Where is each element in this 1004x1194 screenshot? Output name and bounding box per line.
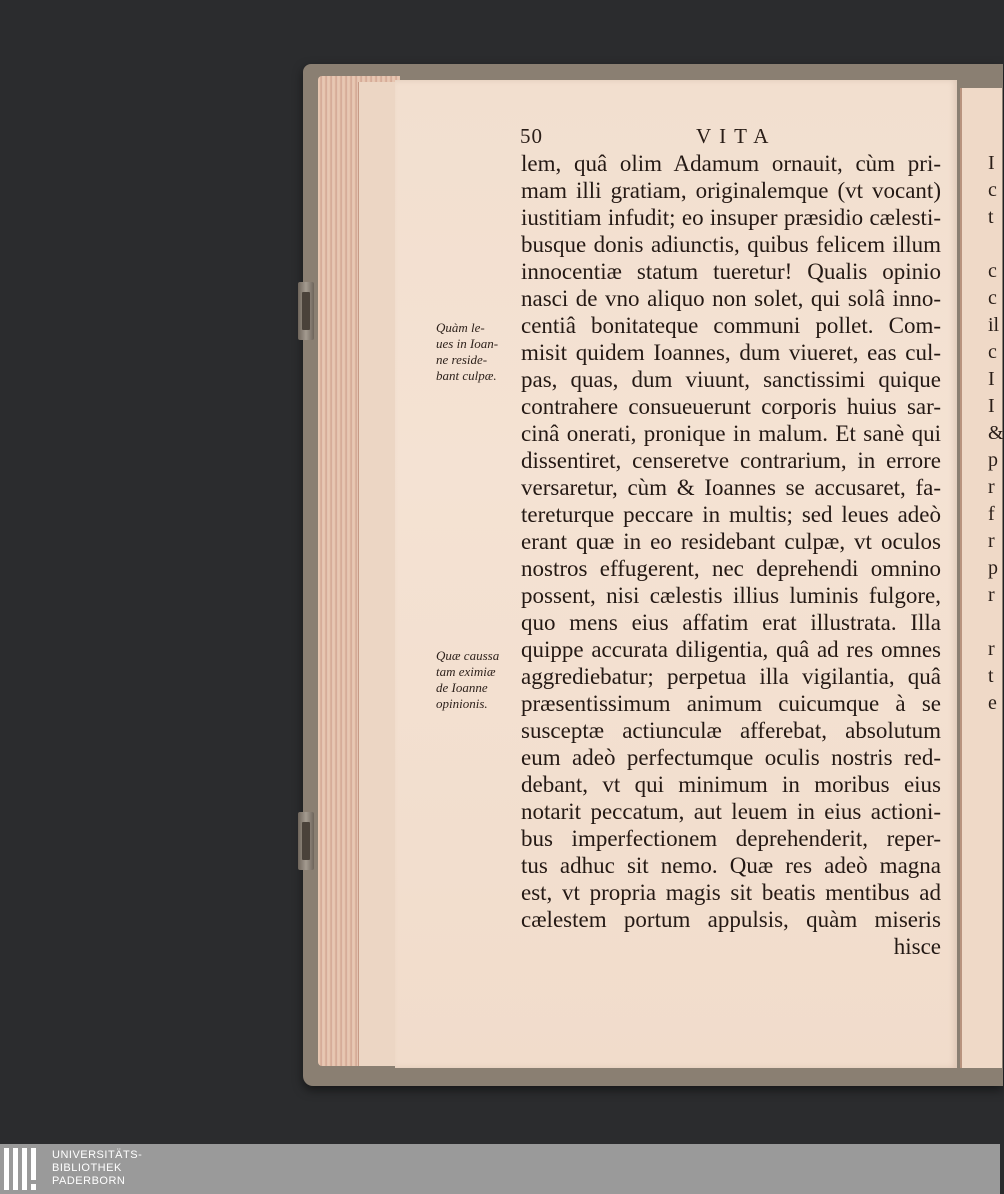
text-line: mam illi gratiam, originalemque (vt vocant): [521, 178, 941, 203]
catchword: hisce: [893, 934, 941, 959]
right-page-letter: c: [988, 341, 997, 363]
margin-note-line: Quàm le-: [436, 320, 485, 335]
right-page-letter: t: [988, 665, 994, 687]
body-text: [521, 150, 941, 960]
logo-line: BIBLIOTHEK: [52, 1162, 122, 1174]
margin-note: [436, 648, 520, 712]
right-page-letter: c: [988, 287, 997, 309]
running-title: VITA: [696, 124, 777, 148]
logo-line: PADERBORN: [52, 1175, 126, 1187]
text-line: præsentissimum animum cuicumque à se: [521, 691, 941, 716]
library-footer: [0, 1144, 1000, 1194]
text-line: centiâ bonitateque communi pollet. Com-: [521, 313, 941, 338]
text-line: versaretur, cùm & Ioannes se accusaret, fa-: [521, 475, 941, 500]
logo-line: UNIVERSITÄTS-: [52, 1149, 143, 1161]
right-page-letter: t: [988, 206, 994, 228]
right-page-letter: r: [988, 584, 995, 606]
margin-note: [436, 320, 520, 384]
text-line: busque donis adiunctis, quibus felicem illum: [521, 232, 941, 257]
text-line: innocentiæ statum tueretur! Qualis opinio: [521, 259, 941, 284]
margin-note-line: Quæ caussa: [436, 648, 500, 663]
text-line: aggrediebatur; perpetua illa vigilantia, quâ: [521, 664, 941, 689]
margin-note-line: ne reside-: [436, 352, 488, 367]
text-line: cinâ onerati, pronique in malum. Et sanè qui: [521, 421, 941, 446]
margin-note-line: de Ioanne: [436, 680, 488, 695]
text-line: contrahere consueuerunt corporis huius sar-: [521, 394, 941, 419]
margin-note-line: bant culpæ.: [436, 368, 497, 383]
clasp-bottom: [298, 812, 314, 870]
text-line: quo mens eius affatim erat illustrata. Illa: [521, 610, 941, 635]
text-line: est, vt propria magis sit beatis mentibus ad: [521, 880, 941, 905]
right-page-letter: I: [988, 395, 995, 417]
text-line: lem, quâ olim Adamum ornauit, cùm pri-: [521, 151, 941, 176]
right-page-letter: I: [988, 152, 995, 174]
right-page-letter: c: [988, 179, 997, 201]
right-page-letter: p: [988, 449, 998, 471]
text-line: nasci de vno aliquo non solet, qui solâ inno-: [521, 286, 941, 311]
margin-note-line: tam eximiæ: [436, 664, 496, 679]
text-line: erant quæ in eo residebant culpæ, vt oculos: [521, 529, 941, 554]
right-page-letter: p: [988, 557, 998, 579]
text-line: dissentiret, censeretve contrarium, in errore: [521, 448, 941, 473]
right-page-letter: e: [988, 692, 997, 714]
right-page-letter: il: [988, 314, 1000, 336]
text-line: notarit peccatum, aut leuem in eius actioni-: [521, 799, 941, 824]
text-line: cælestem portum appulsis, quàm miseris: [521, 907, 941, 932]
text-line: eum adeò perfectumque oculis nostris red-: [521, 745, 941, 770]
text-line: tus adhuc sit nemo. Quæ res adeò magna: [521, 853, 941, 878]
text-line: susceptæ actiunculæ afferebat, absolutum: [521, 718, 941, 743]
right-page-letter: r: [988, 638, 995, 660]
clasp-top: [298, 282, 314, 340]
page-number: 50: [520, 124, 543, 148]
text-line: debant, vt qui minimum in moribus eius: [521, 772, 941, 797]
right-page-text-fragments: [988, 150, 1004, 717]
text-line: misit quidem Ioannes, dum viueret, eas cul-: [521, 340, 941, 365]
library-logo-icon: [4, 1148, 44, 1190]
right-page-letter: r: [988, 476, 995, 498]
right-page-letter: [988, 231, 1004, 258]
margin-note-line: ues in Ioan-: [436, 336, 499, 351]
text-line: bus imperfectionem deprehenderit, reper-: [521, 826, 941, 851]
text-line: tereturque peccare in multis; sed leues adeò: [521, 502, 941, 527]
right-page-letter: &: [988, 422, 1004, 444]
text-line: pas, quas, dum viuunt, sanctissimi quique: [521, 367, 941, 392]
text-line: iustitiam infudit; eo insuper præsidio cælesti-: [521, 205, 941, 230]
right-page-letter: f: [988, 503, 995, 525]
bleed-through-text: [448, 150, 508, 164]
text-line: quippe accurata diligentia, quâ ad res omnes: [521, 637, 941, 662]
text-line: nostros effugerent, nec deprehendi omnino: [521, 556, 941, 581]
right-page-letter: c: [988, 260, 997, 282]
right-page-letter: r: [988, 530, 995, 552]
margin-note-line: opinionis.: [436, 696, 488, 711]
right-page-letter: [988, 609, 1004, 636]
library-logo-text: [52, 1149, 142, 1188]
text-line: possent, nisi cælestis illius luminis fulgore,: [521, 583, 941, 608]
right-page-letter: I: [988, 368, 995, 390]
